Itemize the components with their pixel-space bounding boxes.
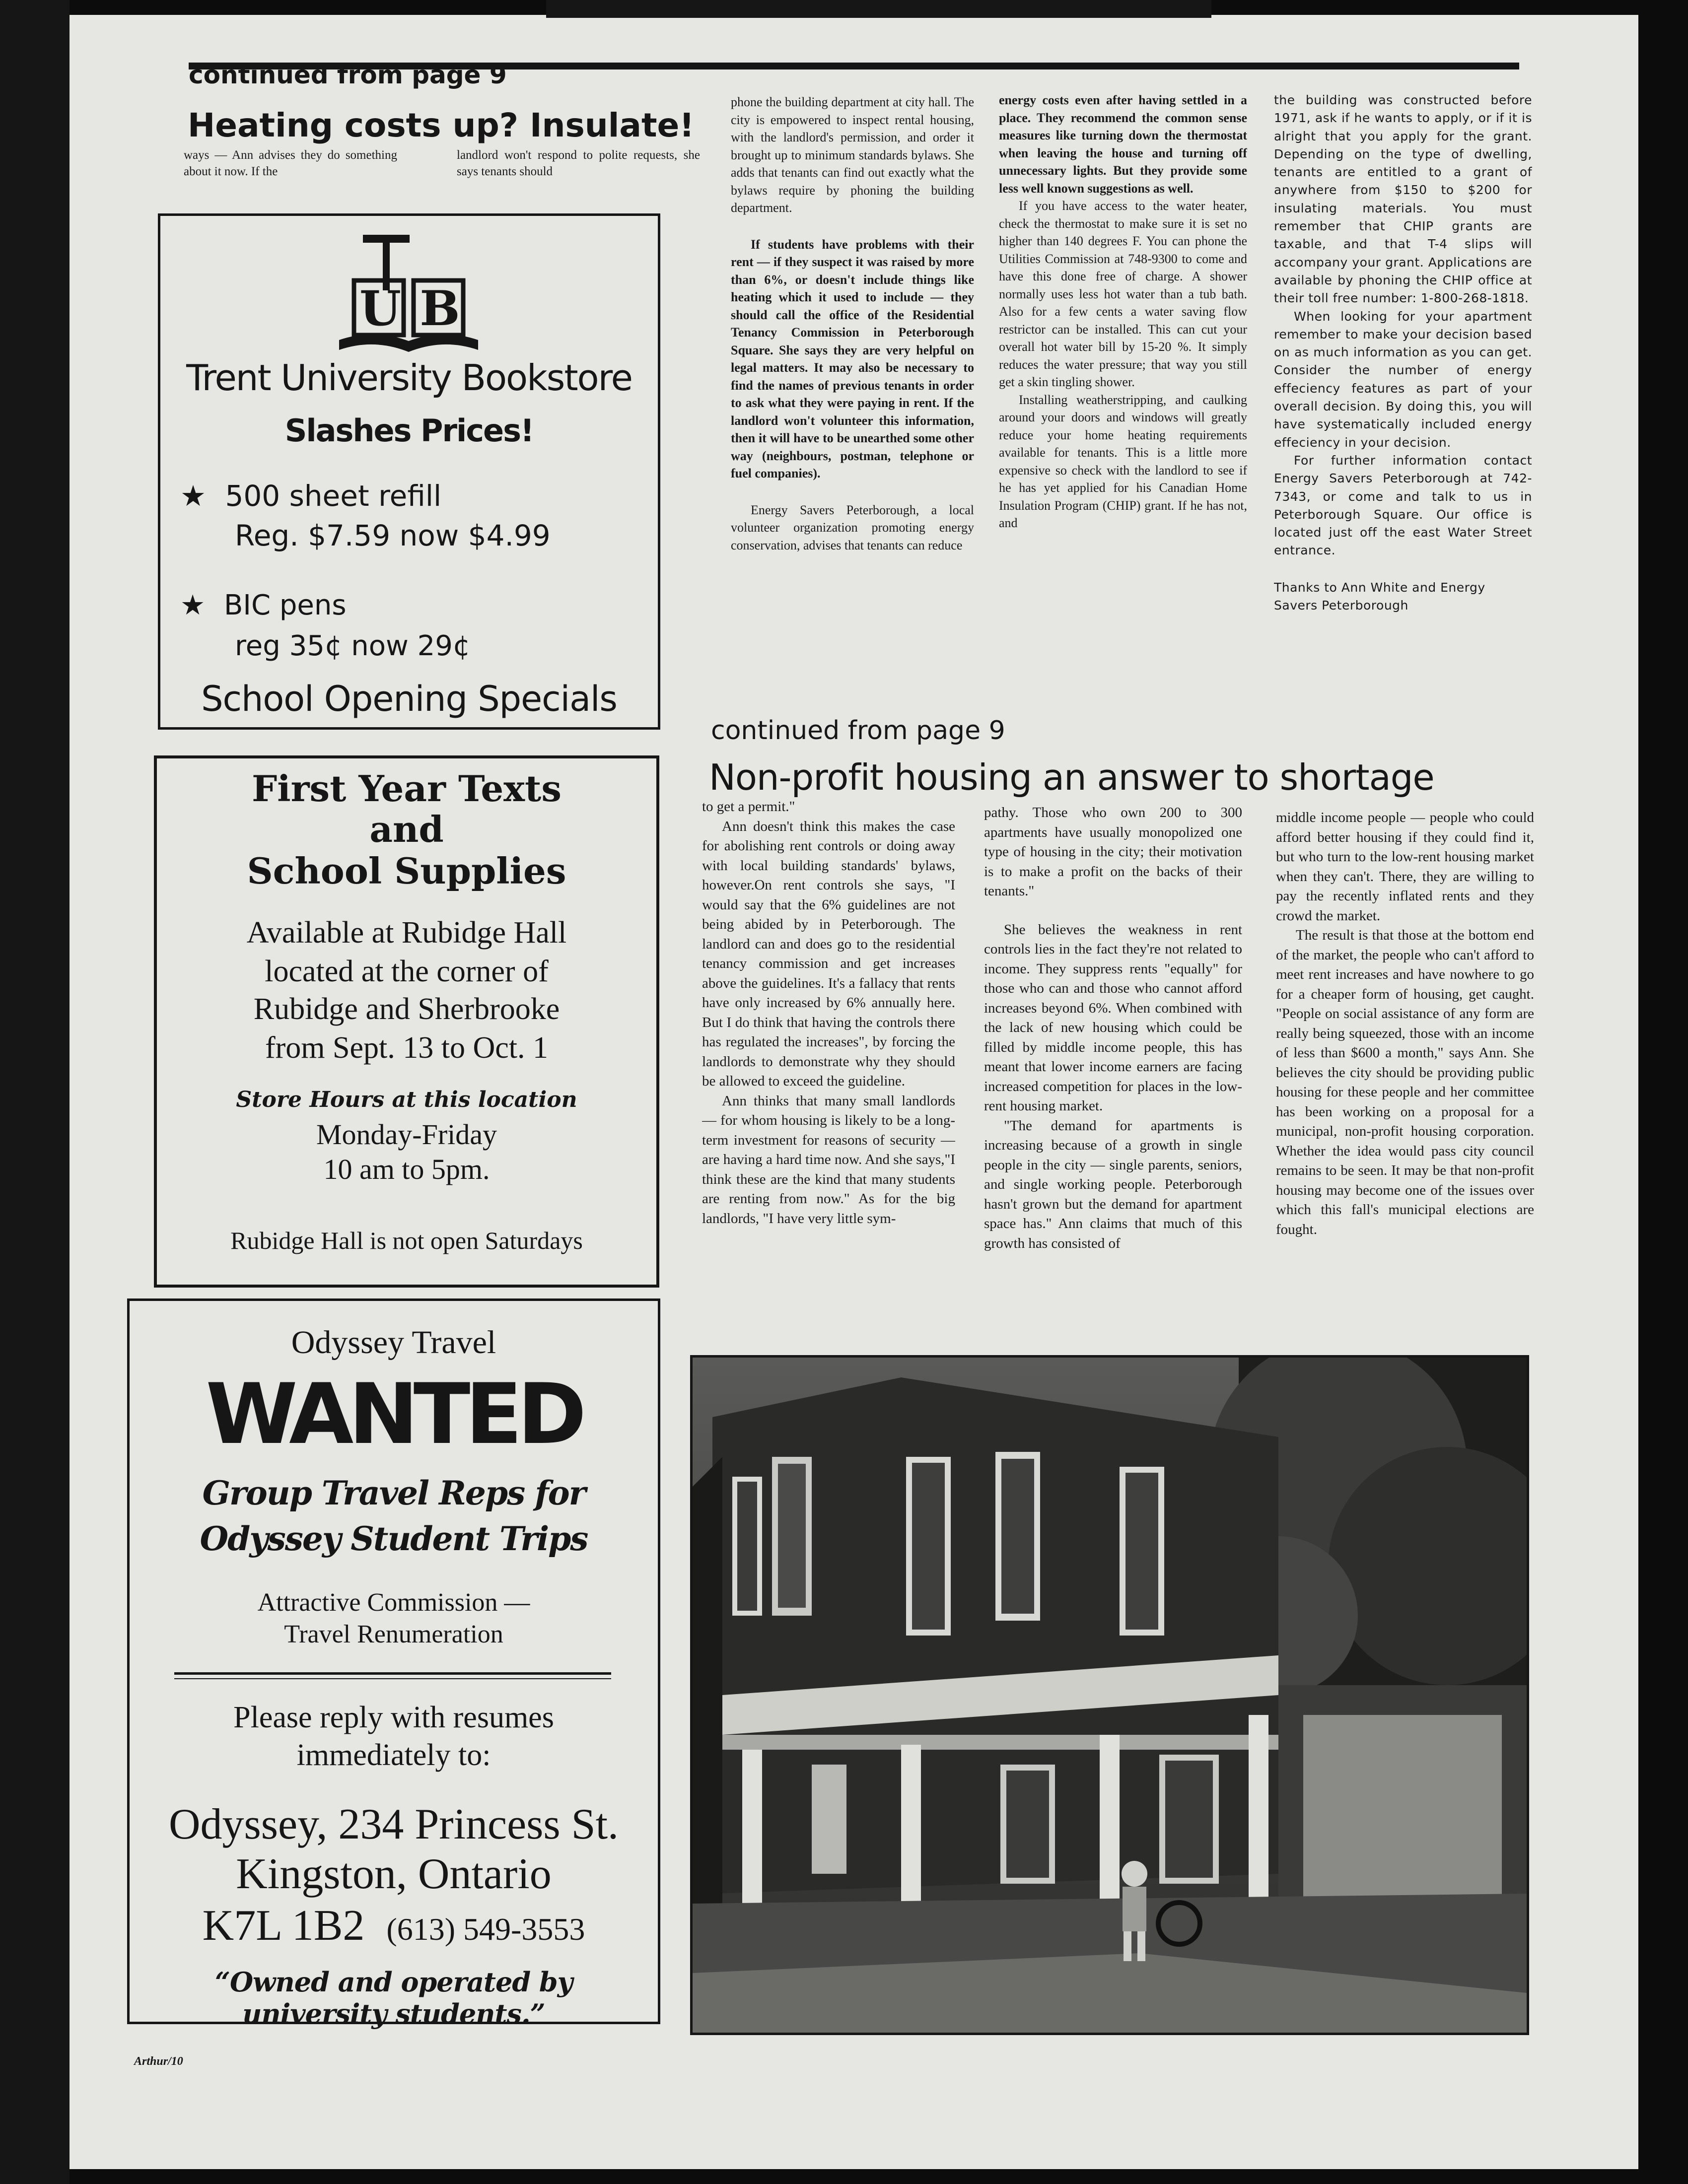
- star-icon: ★: [180, 479, 206, 513]
- texts-line-1: Available at Rubidge Hall: [246, 916, 567, 950]
- paragraph: Energy Savers Peterborough, a local volunteer organization promoting energy conservation, advises that tenants can reduce: [731, 502, 974, 552]
- refill-item: [180, 479, 678, 513]
- story2-column-1: [702, 797, 955, 1358]
- story2-headline: Non-profit housing an answer to shortage: [709, 756, 1434, 798]
- story1-lead-right-text: landlord won't respond to polite requests, she says tenants should: [457, 148, 700, 178]
- commission-1: Attractive Commission —: [257, 1588, 530, 1617]
- pens-item: [180, 589, 678, 621]
- paragraph: If students have problems with their rent — if they suspect it was raised by more than 6%, or doesn't include things like heating which it used to include — they should call the office of the Residential Tenancy Commission in Peterborough Square. She says they are very helpful on legal matters. It may also be necessary to find the names of previous tenants in order to ask what they were paying in rent. If the landlord won't volunteer this information, then it will have to be unearthed some other way (neighbours, postman, telephone or fuel companies).: [731, 237, 974, 480]
- page-folio: Arthur/10: [134, 2055, 183, 2068]
- store-days: Monday-Friday: [316, 1118, 497, 1151]
- ad-divider: [174, 1672, 611, 1675]
- reply-2: immediately to:: [296, 1738, 491, 1772]
- story1-column-2: [999, 91, 1247, 707]
- paragraph: phone the building department at city hall. The city is empowered to inspect rental housing, with the landlord's permission, and order it brought up to minimum standards bylaws. She adds that tenants can find out exactly what the bylaws require by phoning the building department.: [731, 95, 974, 215]
- pens-label: BIC pens: [224, 589, 347, 621]
- story1-kicker: continued from page 9: [189, 61, 507, 89]
- story1-headline: Heating costs up? Insulate!: [188, 106, 695, 144]
- story1-lead-left-text: ways — Ann advises they do something about it now. If the: [184, 148, 397, 178]
- wanted-sub-1: Group Travel Reps for: [202, 1474, 585, 1512]
- house-photo-image: [693, 1358, 1527, 2033]
- paragraph: For further information contact Energy Savers Peterborough at 742-7343, or come and talk to us in Peterborough Square. Our office is located just off the east Water Street entrance.: [1274, 453, 1532, 558]
- paragraph: middle income people — people who could afford better housing if they could find it, but who turn to the low-rent housing market when they can't. There, they are willing to pay the recently inflated rents and they crowd the market.: [1276, 810, 1534, 924]
- story1-lead-left: [184, 147, 397, 180]
- odyssey-travel-ad: [127, 1298, 660, 2030]
- story2-kicker: continued from page 9: [711, 716, 1005, 746]
- story1-lead-right: [457, 147, 700, 180]
- paragraph: Installing weatherstripping, and caulking around your doors and windows will greatly reduce your home heating requirements available for tenants. This is a little more expensive so check with the landlord to see if he has yet applied for his Canadian Home Insulation Program (CHIP) grant. If he has not, and: [999, 392, 1247, 530]
- paragraph: If you have access to the water heater, check the thermostat to make sure it is set no higher than 140 degrees F. You can phone the Utilities Commission at 748-9300 to come and have this done free of charge. A shower normally uses less hot water than a tub bath. Also for a few cents a water saving flow restrictor can be installed. This can cut your overall hot water bill by 15-20 %. It simply reduces the water pressure; that way you still get a skin tingling shower.: [999, 199, 1247, 389]
- paragraph: Ann doesn't think this makes the case for abolishing rent controls or doing away with local building standards' bylaws, however.On rent controls she says, "I would say that the 6% guidelines are not being abided by in Peterborough. The landlord can and does go to the residential tenancy commission and get increases above the guidelines. It's a fallacy that rents have only increased by 6% annually here. But I do think that having the controls there has regulated the increases", by forcing the landlords to demonstrate why they should be allowed to exceed the guideline.: [702, 818, 955, 1089]
- texts-title-1: First Year Texts: [252, 767, 562, 810]
- refill-price: Reg. $7.59 now $4.99: [235, 519, 551, 552]
- bookstore-name: Trent University Bookstore: [186, 357, 632, 399]
- texts-line-4: from Sept. 13 to Oct. 1: [265, 1031, 548, 1065]
- bookstore-tagline: Slashes Prices!: [284, 412, 534, 449]
- paragraph: to get a permit.": [702, 799, 795, 815]
- ad-divider: [174, 1678, 611, 1679]
- owned-2: university students.”: [242, 1998, 545, 2030]
- texts-title-3: School Supplies: [247, 850, 566, 892]
- texts-title-2: and: [369, 808, 444, 850]
- story2-column-2: [984, 803, 1242, 1359]
- star-icon: ★: [180, 589, 206, 621]
- wanted-sub-2: Odyssey Student Trips: [200, 1519, 588, 1558]
- bookstore-footer: School Opening Specials: [201, 679, 617, 719]
- texts-line-2: located at the corner of: [265, 955, 549, 988]
- reply-1: Please reply with resumes: [233, 1701, 554, 1734]
- paragraph: Thanks to Ann White and Energy Savers Peterborough: [1274, 580, 1485, 613]
- refill-label: 500 sheet refill: [225, 479, 442, 513]
- pens-price: reg 35¢ now 29¢: [235, 630, 471, 662]
- odyssey-brand: Odyssey Travel: [291, 1324, 496, 1361]
- bookstore-ad: [158, 213, 660, 730]
- texts-line-3: Rubidge and Sherbrooke: [253, 992, 560, 1026]
- address-2: Kingston, Ontario: [236, 1850, 552, 1898]
- logo-letter-b: B: [420, 280, 460, 337]
- paragraph: the building was constructed before 1971, ask if he wants to apply, or if it is alright that you apply for the grant. Depending on the type of dwelling, tenants are entitled to a grant of anywhere from $150 to $200 for insulating materials. You must remember that CHIP grants are taxable, and that T-4 slips will accompany your grant. Applications are available by phoning the CHIP office at their toll free number: 1-800-268-1818.: [1274, 93, 1532, 306]
- phone-number: (613) 549-3553: [386, 1911, 585, 1947]
- story2-column-3: [1276, 808, 1534, 1369]
- paragraph: "The demand for apartments is increasing because of a growth in single people in the city — single parents, seniors, and single working people. Peterborough hasn't grown but the demand for apartment space has." Ann claims that much of this growth has consisted of: [984, 1117, 1242, 1251]
- address-1: [130, 1799, 658, 1849]
- wanted-headline: WANTED: [206, 1365, 582, 1463]
- paragraph: pathy. Those who own 200 to 300 apartments have usually monopolized one type of housing in the city; their motivation is to make a profit on the backs of their tenants.": [984, 805, 1242, 899]
- paragraph: Ann thinks that many small landlords — for whom housing is likely to be a long-term investment for reasons of security — are having a hard time now. And she says,"I think these are the kind that many students are renting from now." As for the big landlords, "I have very little sym-: [702, 1092, 955, 1227]
- story1-column-3: [1274, 91, 1532, 707]
- postal-code: K7L 1B2: [202, 1902, 365, 1950]
- logo-letter-u: U: [359, 280, 401, 337]
- address-line-1: Odyssey, 234 Princess St.: [168, 1800, 619, 1848]
- paragraph: The result is that those at the bottom end of the market, the people who can't afford to meet rent increases and have nowhere to go for a cheaper form of housing, get caught. "People on social assistance of any form are really being squeezed, those with an income of less than $600 a month," says Ann. She believes the city should be providing public housing for these people and her committee has been working on a proposal for a municipal, non-profit housing corporation. Whether the idea would pass city council remains to be seen. It may be that non-profit housing may become one of the issues over which this fall's municipal elections are fought.: [1276, 927, 1534, 1237]
- top-edge-band: [546, 0, 1211, 18]
- first-year-texts-ad: [154, 755, 659, 1288]
- story1-column-1: [731, 93, 974, 704]
- paragraph: When looking for your apartment remember to make your decision based on as much information as you can get. Consider the number of energy effeciency features as part of your overall decision. By doing this, you will have systematically included energy effeciency in your decision.: [1274, 309, 1532, 450]
- top-edge-corner: [0, 0, 70, 2184]
- paragraph: She believes the weakness in rent controls lies in the fact they're not related to income. They suppress rents "equally" for those who can and those who cannot afford increases beyond 6%. When combined with the lack of new housing which could be filled by middle income people, this has meant that lower income earners are facing increased competition for places in the low-rent housing market.: [984, 921, 1242, 1114]
- commission-2: Travel Renumeration: [284, 1620, 503, 1648]
- saturday-note: Rubidge Hall is not open Saturdays: [230, 1227, 583, 1254]
- house-photo: [690, 1355, 1529, 2035]
- store-time: 10 am to 5pm.: [323, 1153, 490, 1185]
- owned-1: “Owned and operated by: [214, 1966, 573, 1998]
- store-hours-label: Store Hours at this location: [236, 1087, 577, 1112]
- postal-phone: [130, 1901, 658, 1951]
- paragraph: energy costs even after having settled in a place. They recommend the common sense measures like turning down the thermostat when leaving the house and turning off unnecessary lights. But they provide some less well known suggestions as well.: [999, 93, 1247, 196]
